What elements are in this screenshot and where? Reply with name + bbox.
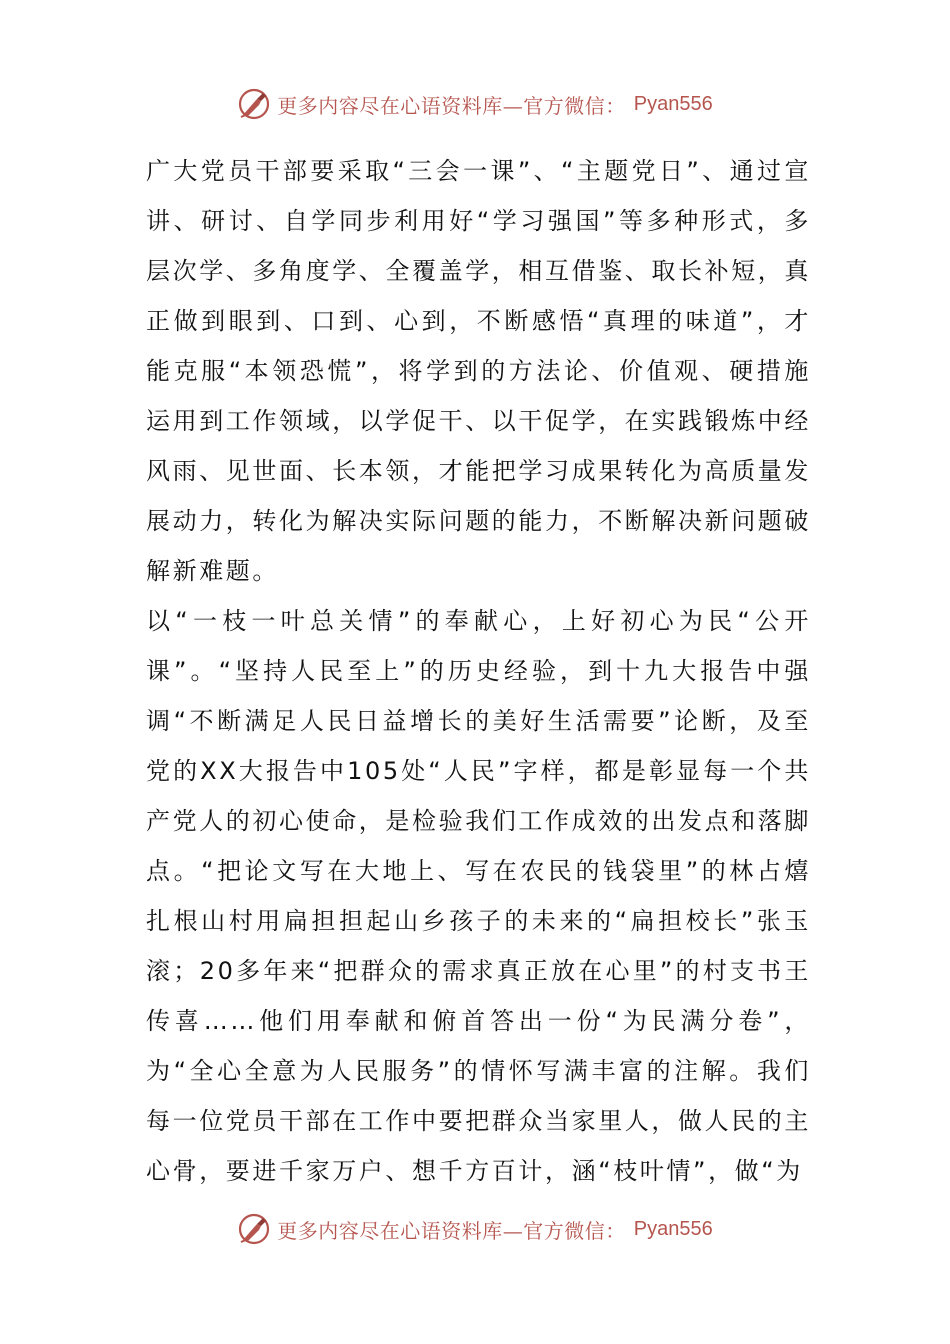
- footer-banner: [0, 1207, 950, 1251]
- pen-nib-logo-icon: [237, 1212, 271, 1246]
- footer-banner-text: 更多内容尽在心语资料库—官方微信：: [277, 1218, 626, 1243]
- footer-wechat-id: Pyan556: [633, 1217, 713, 1240]
- header-banner: [0, 82, 950, 126]
- paragraph-2: 以“一枝一叶总关情”的奉献心，上好初心为民“公开课”。“坚持人民至上”的历史经验，到十九大报告中强调“不断满足人民日益增长的美好生活需要”论断，及至党的XX大报告中105处“人民”字样，都是彰显每一个共产党人的初心使命，是检验我们工作成效的出发点和落脚点。“把论文写在大地上、写在农民的钱袋里”的林占熺扎根山村用扁担担起山乡孩子的未来的“扁担校长”张玉滚；20多年来“把群众的需求真正放在心里”的村支书王传喜……他们用奉献和俯首答出一份“为民满分卷”，为“全心全意为人民服务”的情怀写满丰富的注解。我们每一位党员干部在工作中要把群众当家里人，做人民的主心骨，要进千家万户、想千方百计，涵“枝叶情”，做“为: [146, 607, 811, 1185]
- header-wechat-id: Pyan556: [633, 92, 713, 115]
- paragraph-1: 广大党员干部要采取“三会一课”、“主题党日”、通过宣讲、研讨、自学同步利用好“学习强国”等多种形式，多层次学、多角度学、全覆盖学，相互借鉴、取长补短，真正做到眼到、口到、心到，不断感悟“真理的味道”，才能克服“本领恐慌”，将学到的方法论、价值观、硬措施运用到工作领域，以学促干、以干促学，在实践锻炼中经风雨、见世面、长本领，才能把学习成果转化为高质量发展动力，转化为解决实际问题的能力，不断解决新问题破解新难题。: [146, 157, 811, 585]
- document-body: [146, 146, 811, 1196]
- pen-nib-logo-icon: [237, 87, 271, 121]
- header-banner-text: 更多内容尽在心语资料库—官方微信：: [277, 93, 626, 118]
